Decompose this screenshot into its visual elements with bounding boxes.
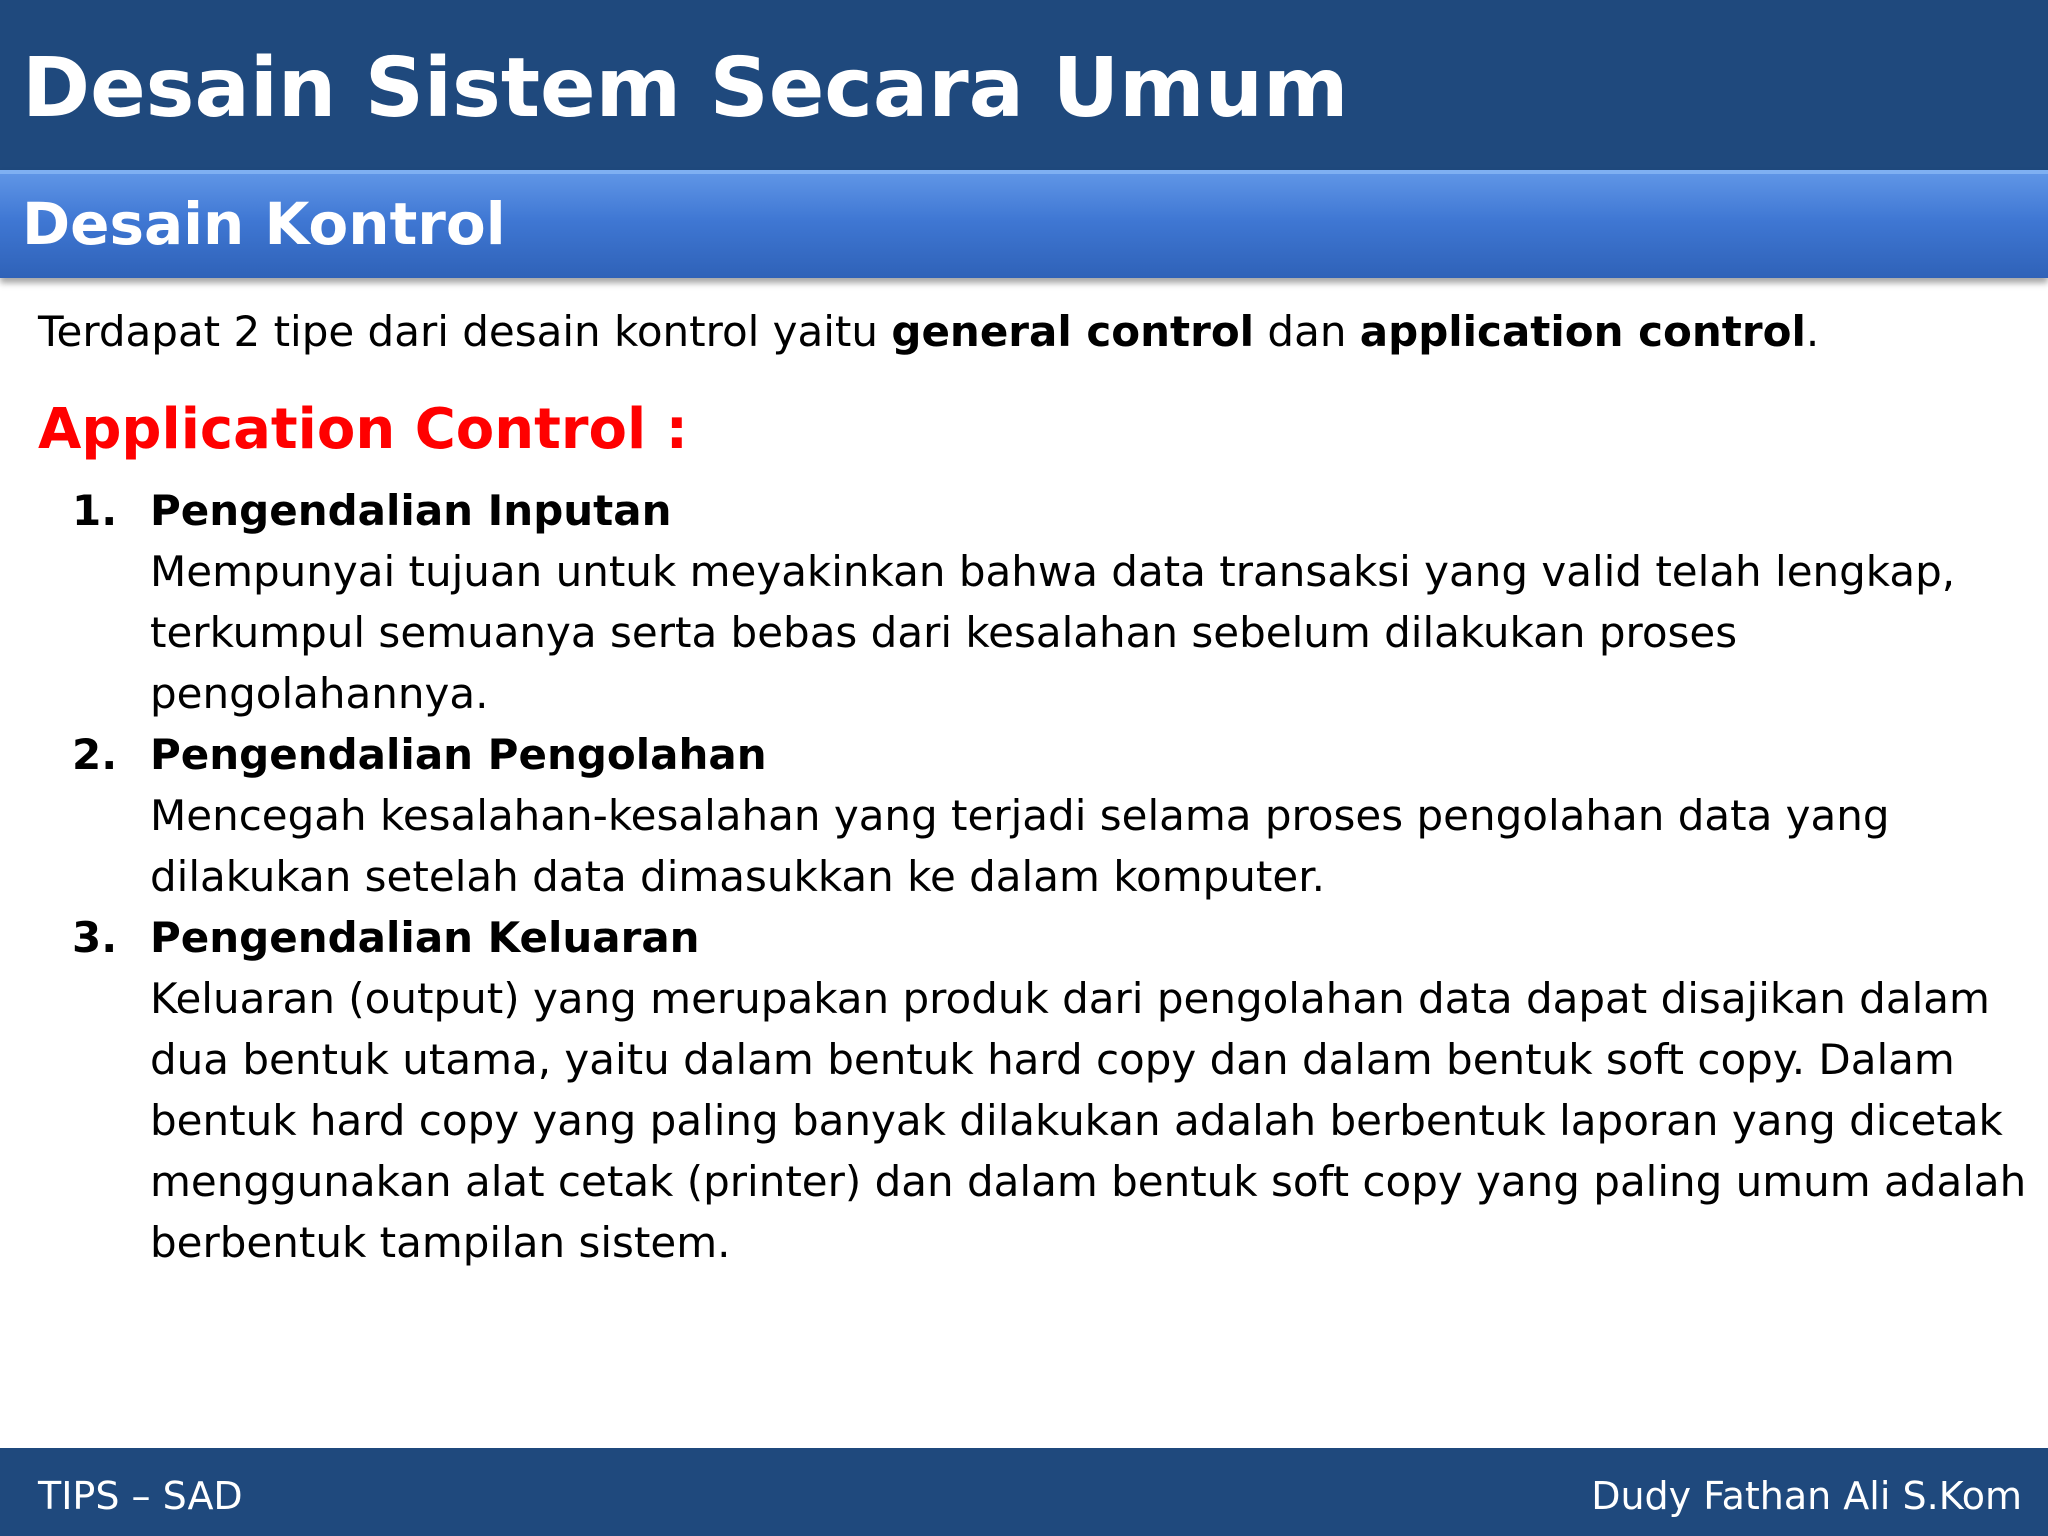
intro-connector: dan	[1254, 307, 1360, 356]
list-item-description: Keluaran (output) yang merupakan produk dari pengolahan data dapat disajikan dalam dua bentuk utama, yaitu dalam bentuk hard copy dan dalam bentuk soft copy. Dalam bentuk hard copy yang paling banyak dilakukan adalah berbentuk laporan yang dicetak menggunakan alat cetak (printer) dan dalam bentuk soft copy yang paling umum adalah berbentuk tampilan sistem.	[150, 974, 2027, 1267]
list-item-number: 1.	[72, 486, 118, 535]
list-item-description: Mempunyai tujuan untuk meyakinkan bahwa data transaksi yang valid telah lengkap, terkumpul semuanya serta bebas dari kesalahan sebelum dilakukan proses pengolahannya.	[150, 547, 1956, 718]
slide-content	[38, 300, 2027, 1273]
list-item	[38, 724, 2018, 907]
intro-paragraph	[38, 300, 2018, 364]
list-item-description: Mencegah kesalahan-kesalahan yang terjadi selama proses pengolahan data yang dilakukan setelah data dimasukkan ke dalam komputer.	[150, 791, 1890, 901]
subtitle-bar	[0, 170, 2048, 278]
list-item-number: 2.	[72, 730, 118, 779]
intro-prefix: Terdapat 2 tipe dari desain kontrol yaitu	[38, 307, 892, 356]
slide-subtitle: Desain Kontrol	[22, 190, 506, 258]
intro-term-application-control: application control	[1359, 307, 1806, 356]
footer-course-label: TIPS – SAD	[38, 1474, 243, 1518]
footer-bar	[0, 1448, 2048, 1536]
title-bar	[0, 0, 2048, 170]
control-list	[38, 480, 2027, 1273]
list-item-title: Pengendalian Inputan	[150, 486, 672, 535]
list-item	[38, 907, 2027, 1273]
list-item-title: Pengendalian Keluaran	[150, 913, 700, 962]
list-item-number: 3.	[72, 913, 118, 962]
list-item	[38, 480, 2018, 724]
slide-title: Desain Sistem Secara Umum	[22, 41, 1349, 136]
footer-author-label: Dudy Fathan Ali S.Kom	[1591, 1474, 2022, 1518]
intro-term-general-control: general control	[891, 307, 1255, 356]
list-item-title: Pengendalian Pengolahan	[150, 730, 767, 779]
intro-suffix: .	[1805, 307, 1820, 356]
section-title: Application Control :	[38, 397, 689, 462]
